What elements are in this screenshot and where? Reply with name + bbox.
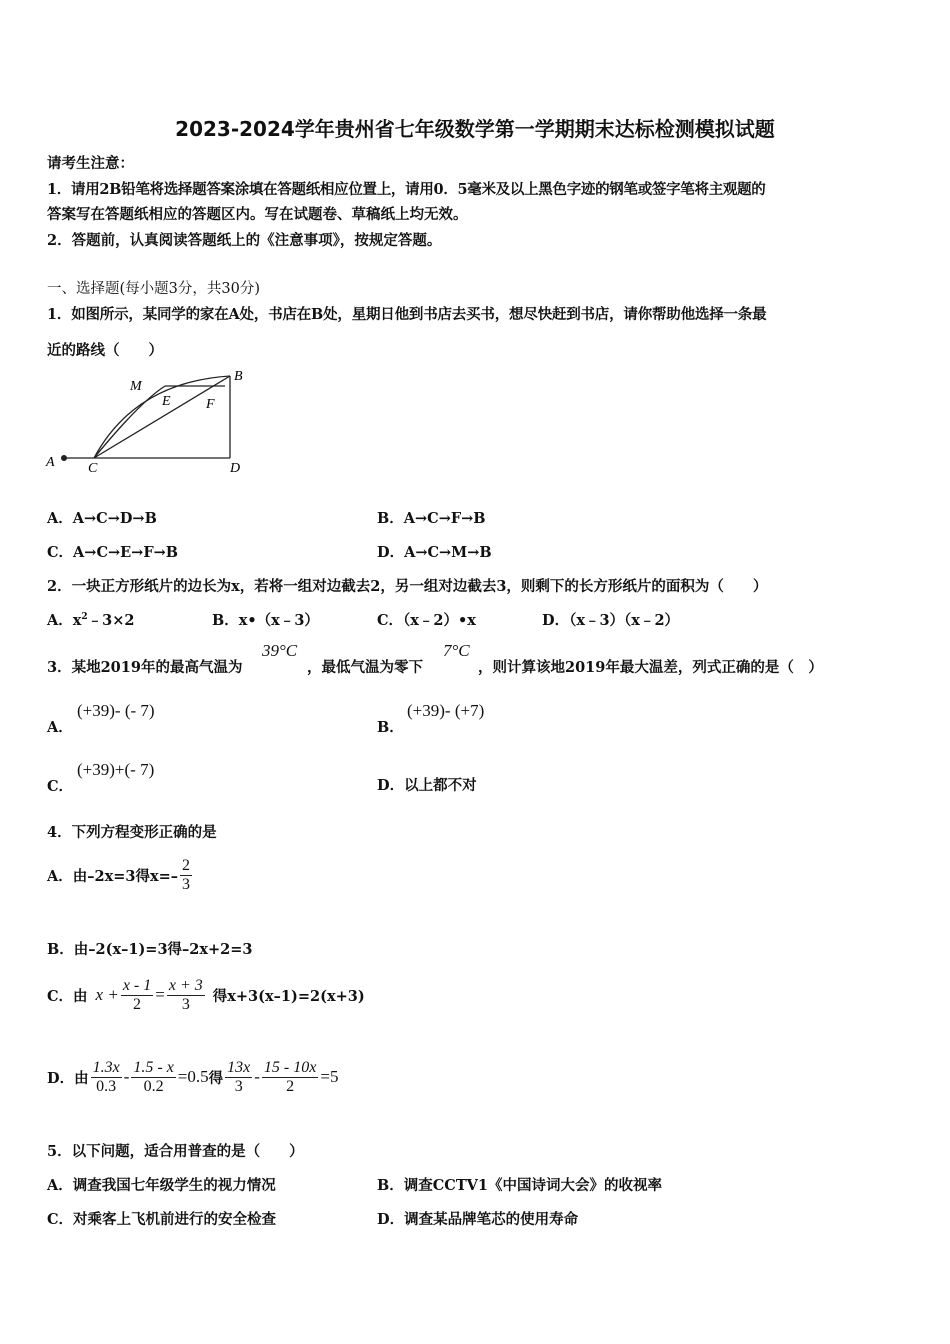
q2-option-c[interactable]: C．（x﹣2）•x <box>377 612 476 629</box>
q5-option-c[interactable]: C．对乘客上飞机前进行的安全检查 <box>47 1211 277 1228</box>
q1-route-figure <box>40 362 260 477</box>
q2-option-b[interactable]: B．x•（x﹣3） <box>212 612 319 629</box>
q3-option-c-expr[interactable]: (+39)+(- 7) <box>77 760 155 779</box>
q5-stem: 5．以下问题，适合用普查的是（ ） <box>47 1143 304 1160</box>
point-a <box>61 455 67 461</box>
q1-option-b[interactable]: B．A→C→F→B <box>377 510 486 527</box>
q4-option-d[interactable]: D．由 $\frac{1.3x}{0.3}$ - $\frac{1.5 - x}{0.2}$ =0.5 得 $\frac{13x}{3}$ - $\frac{15 - 10x}{2}$ =5 <box>47 1058 339 1095</box>
q2-stem: 2．一块正方形纸片的边长为x，若将一组对边截去2，另一组对边截去3，则剩下的长方形纸片的面积为（ ） <box>47 578 768 595</box>
label-m: M <box>130 379 142 394</box>
q4-a-fraction: $\frac{2}{3}$ <box>182 856 191 893</box>
q3-temp-low: 7°C <box>443 641 470 660</box>
q5-option-d[interactable]: D．调查某品牌笔芯的使用寿命 <box>377 1211 579 1228</box>
page-title: 2023-2024学年贵州省七年级数学第一学期期末达标检测模拟试题 <box>175 117 775 141</box>
section-heading: 一、选择题(每小题3分，共30分) <box>47 281 260 297</box>
q2-option-a[interactable]: A．$x^2﹣3\times 2$ <box>47 612 135 629</box>
label-f: F <box>206 397 215 412</box>
q4-stem: 4．下列方程变形正确的是 <box>47 824 217 841</box>
label-b: B <box>234 369 243 384</box>
q3-option-c-label[interactable]: C． <box>47 778 74 795</box>
notice-line-1b: 答案写在答题纸相应的答题区内。写在试题卷、草稿纸上均无效。 <box>47 206 468 223</box>
notice-heading: 请考生注意： <box>47 155 134 172</box>
q1-stem-2: 近的路线（ ） <box>47 342 163 359</box>
notice-line-1: 1．请用2B铅笔将选择题答案涂填在答题纸相应位置上，请用0．5毫米及以上黑色字迹的钢笔或签字笔将主观题的 <box>47 181 766 198</box>
q1-option-d[interactable]: D．A→C→M→B <box>377 544 492 561</box>
label-e: E <box>162 394 171 409</box>
q5-option-a[interactable]: A．调查我国七年级学生的视力情况 <box>47 1177 276 1194</box>
q3-option-b-label[interactable]: B． <box>377 719 404 736</box>
label-c: C <box>88 461 98 476</box>
notice-line-2: 2．答题前，认真阅读答题纸上的《注意事项》，按规定答题。 <box>47 232 442 249</box>
q1-option-c[interactable]: C．A→C→E→F→B <box>47 544 179 561</box>
q4-option-c[interactable]: C．由 x + $\frac{x - 1}{2}$ = $\frac{x + 3}{3}$ 得x+3(x–1)=2(x+3) <box>47 976 365 1013</box>
q2-option-d[interactable]: D．（x﹣3）（x﹣2） <box>542 612 680 629</box>
q3-option-a-label[interactable]: A． <box>47 719 73 736</box>
q4-option-a[interactable]: A．由–2x=3得x=– $\frac{2}{3}$ <box>47 856 191 893</box>
q3-option-a-expr[interactable]: (+39)- (- 7) <box>77 701 155 720</box>
q3-stem-b: ，最低气温为零下 <box>307 659 423 676</box>
q1-stem: 1．如图所示，某同学的家在A处，书店在B处，星期日他到书店去买书，想尽快赶到书店，请你帮助他选择一条最 <box>47 306 767 323</box>
q3-stem-c: ，则计算该地2019年最大温差，列式正确的是（ ） <box>478 659 823 676</box>
q3-option-d[interactable]: D．以上都不对 <box>377 777 477 794</box>
q3-temp-high: 39°C <box>262 641 298 660</box>
q5-option-b[interactable]: B．调查CCTV1《中国诗词大会》的收视率 <box>377 1177 662 1194</box>
q3-option-b-expr[interactable]: (+39)- (+7) <box>407 701 485 720</box>
label-d: D <box>230 461 241 476</box>
label-a: A <box>46 455 55 470</box>
q3-stem-a: 3．某地2019年的最高气温为 <box>47 659 243 676</box>
q1-option-a[interactable]: A．A→C→D→B <box>47 510 157 527</box>
q4-option-b[interactable]: B．由–2(x–1)=3得–2x+2=3 <box>47 941 253 958</box>
